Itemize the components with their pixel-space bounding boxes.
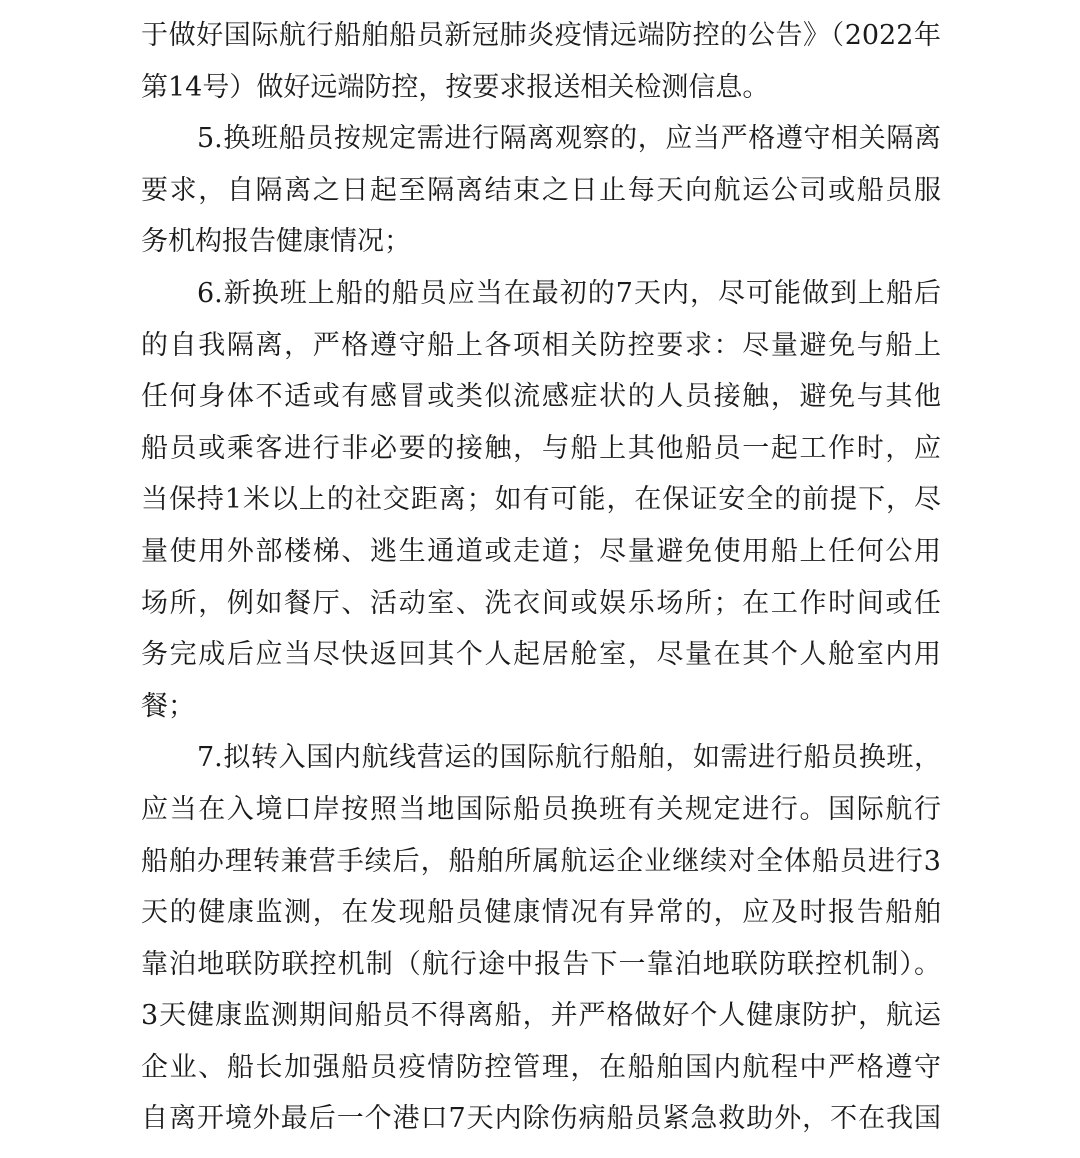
paragraph-start-line: 5.换班船员按规定需进行隔离观察的，应当严格遵守相关隔离 bbox=[197, 123, 941, 155]
text-line: 任何身体不适或有感冒或类似流感症状的人员接触，避免与其他 bbox=[141, 381, 941, 413]
text-line: 自离开境外最后一个港口7天内除伤病船员紧急救助外，不在我国 bbox=[141, 1103, 941, 1135]
text-line: 应当在入境口岸按照当地国际船员换班有关规定进行。国际航行 bbox=[141, 793, 941, 825]
text-line: 船员或乘客进行非必要的接触，与船上其他船员一起工作时，应 bbox=[141, 432, 941, 464]
text-line: 3天健康监测期间船员不得离船，并严格做好个人健康防护，航运 bbox=[141, 1000, 941, 1032]
text-line: 务机构报告健康情况； bbox=[141, 226, 411, 258]
document-body bbox=[141, 10, 941, 1145]
text-line: 天的健康监测，在发现船员健康情况有异常的，应及时报告船舶 bbox=[141, 897, 941, 929]
text-line: 要求，自隔离之日起至隔离结束之日止每天向航运公司或船员服 bbox=[141, 174, 941, 206]
paragraph-start-line: 6.新换班上船的船员应当在最初的7天内，尽可能做到上船后 bbox=[197, 277, 941, 309]
text-line: 餐； bbox=[141, 690, 195, 722]
paragraph-start-line: 7.拟转入国内航线营运的国际航行船舶，如需进行船员换班， bbox=[197, 742, 941, 774]
text-line: 的自我隔离，严格遵守船上各项相关防控要求：尽量避免与船上 bbox=[141, 329, 941, 361]
text-line: 第14号）做好远端防控，按要求报送相关检测信息。 bbox=[141, 71, 770, 103]
text-line: 量使用外部楼梯、逃生通道或走道；尽量避免使用船上任何公用 bbox=[141, 535, 941, 567]
text-line: 靠泊地联防联控机制（航行途中报告下一靠泊地联防联控机制）。 bbox=[141, 948, 941, 980]
text-line: 务完成后应当尽快返回其个人起居舱室，尽量在其个人舱室内用 bbox=[141, 639, 941, 671]
text-line: 于做好国际航行船舶船员新冠肺炎疫情远端防控的公告》（2022年 bbox=[141, 20, 941, 51]
text-line: 当保持1米以上的社交距离；如有可能，在保证安全的前提下，尽 bbox=[141, 484, 941, 516]
text-line: 场所，例如餐厅、活动室、洗衣间或娱乐场所；在工作时间或任 bbox=[141, 587, 941, 619]
text-line: 船舶办理转兼营手续后，船舶所属航运企业继续对全体船员进行3 bbox=[141, 845, 941, 877]
text-line: 企业、船长加强船员疫情防控管理，在船舶国内航程中严格遵守 bbox=[141, 1051, 941, 1083]
